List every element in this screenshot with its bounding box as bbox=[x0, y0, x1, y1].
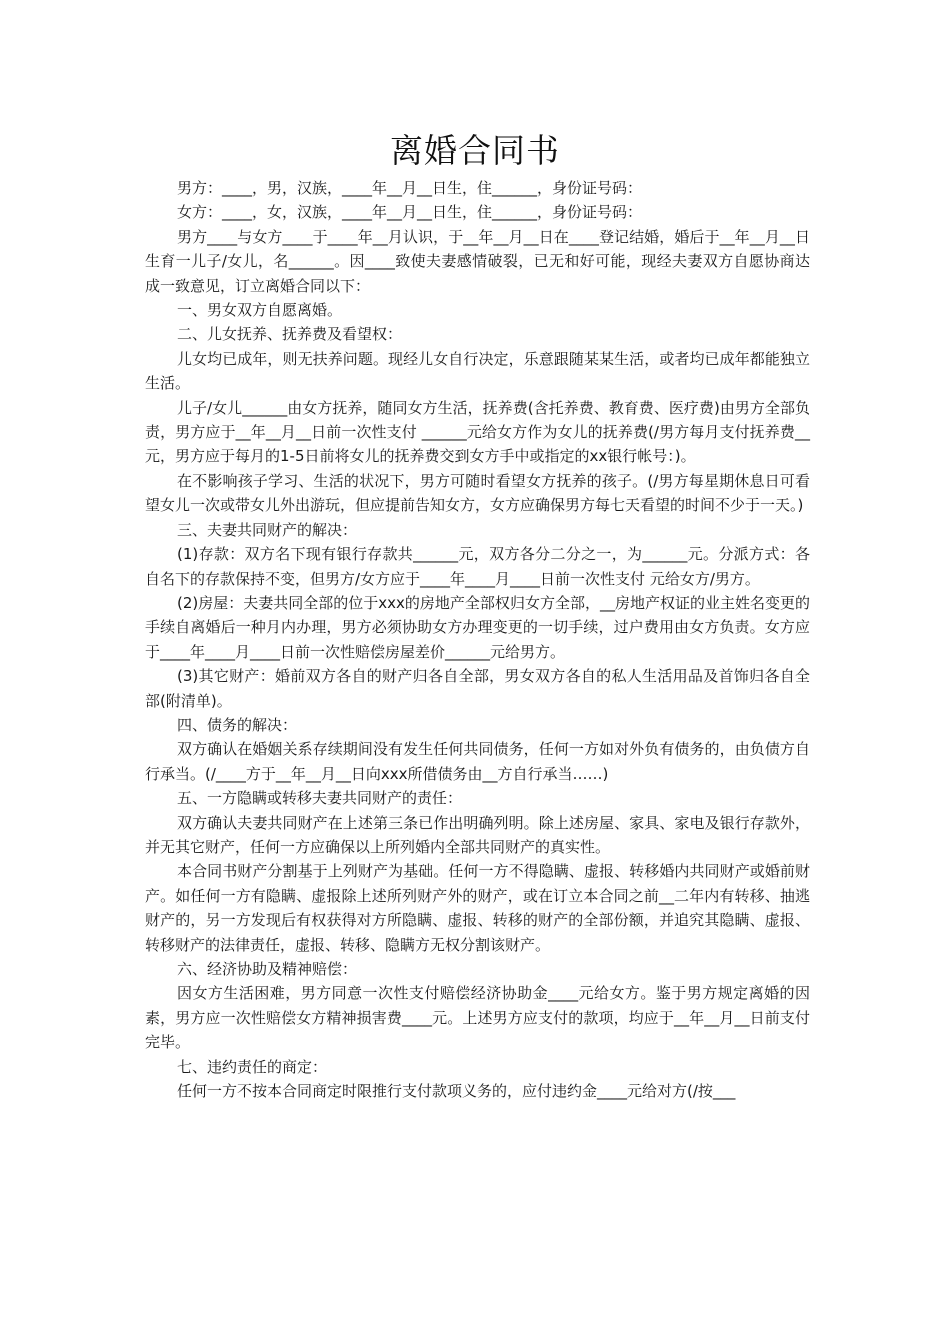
document-body bbox=[145, 176, 810, 1103]
section-heading-4: 四、债务的解决： bbox=[177, 715, 298, 734]
paragraph-property-division: 本合同书财产分割基于上列财产为基础。任何一方不得隐瞒、虚报、转移婚内共同财产或婚前财产。如任何一方有隐瞒、虚报除上述所列财产外的财产，或在订立本合同之前__二年内有转移、抽逃财产的，另一方发现后有权获得对方所隐瞒、虚报、转移的财产的全部份额，并追究其隐瞒、虚报、转移财产的法律责任，虚报、转移、隐瞒方无权分割该财产。 bbox=[145, 862, 810, 954]
section-heading-3: 三、夫妻共同财产的解决： bbox=[177, 520, 358, 539]
paragraph-house: (2)房屋：夫妻共同全部的位于xxx的房地产全部权归女方全部，__房地产权证的业主姓名变更的手续自离婚后一种月内办理，男方必须协助女方办理变更的一切手续，过户费用由女方负责。女方应于____年____月____日前一次性赔偿房屋差价______元给男方。 bbox=[145, 593, 810, 661]
section-heading-6: 六、经济协助及精神赔偿： bbox=[177, 960, 358, 978]
paragraph-children-adult: 儿女均已成年，则无扶养问题。现经儿女自行决定，乐意跟随某某生活，或者均已成年都能独立生活。 bbox=[145, 349, 810, 393]
section-heading-1: 一、男女双方自愿离婚。 bbox=[177, 301, 343, 320]
paragraph-compensation: 因女方生活困难，男方同意一次性支付赔偿经济协助金____元给女方。鉴于男方规定离婚的因素，男方应一次性赔偿女方精神损害费____元。上述男方应支付的款项，均应于__年__月__日前支付完毕。 bbox=[145, 984, 810, 1052]
paragraph-debts: 双方确认在婚姻关系存续期间没有发生任何共同债务，任何一方如对外负有债务的，由负债方自行承当。(/____方于__年__月__日向xxx所借债务由__方自行承当……) bbox=[145, 740, 810, 783]
paragraph-male-party: 男方：____，男，汉族，____年__月__日生，住______，身份证号码： bbox=[177, 179, 643, 197]
paragraph-visitation: 在不影响孩子学习、生活的状况下，男方可随时看望女方抚养的孩子。(/男方每星期休息日可看望女儿一次或带女儿外出游玩，但应提前告知女方，女方应确保男方每七天看望的时间不少于一天。) bbox=[145, 471, 810, 515]
paragraph-property-confirmation: 双方确认夫妻共同财产在上述第三条已作出明确列明。除上述房屋、家具、家电及银行存款外，并无其它财产，任何一方应确保以上所列婚内全部共同财产的真实性。 bbox=[145, 813, 810, 856]
paragraph-other-property: (3)其它财产：婚前双方各自的财产归各自全部，男女双方各自的私人生活用品及首饰归各自全部(附清单)。 bbox=[145, 667, 810, 710]
document-title: 离婚合同书 bbox=[390, 131, 560, 170]
section-heading-2: 二、儿女抚养、抚养费及看望权： bbox=[177, 325, 403, 344]
paragraph-deposits: (1)存款：双方名下现有银行存款共______元，双方各分二分之一，为______元。分派方式：各自名下的存款保持不变，但男方/女方应于____年____月____日前一次性支付 元给女方/男方。 bbox=[145, 545, 810, 588]
paragraph-background: 男方____与女方____于____年__月认识，于__年__月__日在____登记结婚，婚后于__年__月__日生育一儿子/女儿，名______。因____致使夫妻感情破裂，已无和好可能，现经夫妻双方自愿协商达成一致意见，订立离婚合同以下： bbox=[145, 227, 810, 295]
section-heading-5: 五、一方隐瞒或转移夫妻共同财产的责任： bbox=[177, 789, 463, 808]
paragraph-child-support: 儿子/女儿______由女方抚养，随同女方生活，抚养费(含托养费、教育费、医疗费)由男方全部负责，男方应于__年__月__日前一次性支付 ______元给女方作为女儿的抚养费(/男方每月支付抚养费__元，男方应于每月的1-5日前将女儿的抚养费交到女方手中或指定的xx银行帐号：)。 bbox=[145, 398, 810, 466]
paragraph-breach: 任何一方不按本合同商定时限推行支付款项义务的，应付违约金____元给对方(/按___ bbox=[177, 1082, 736, 1101]
section-heading-7: 七、违约责任的商定： bbox=[177, 1057, 328, 1076]
paragraph-female-party: 女方：____，女，汉族，____年__月__日生，住______，身份证号码： bbox=[177, 203, 643, 222]
